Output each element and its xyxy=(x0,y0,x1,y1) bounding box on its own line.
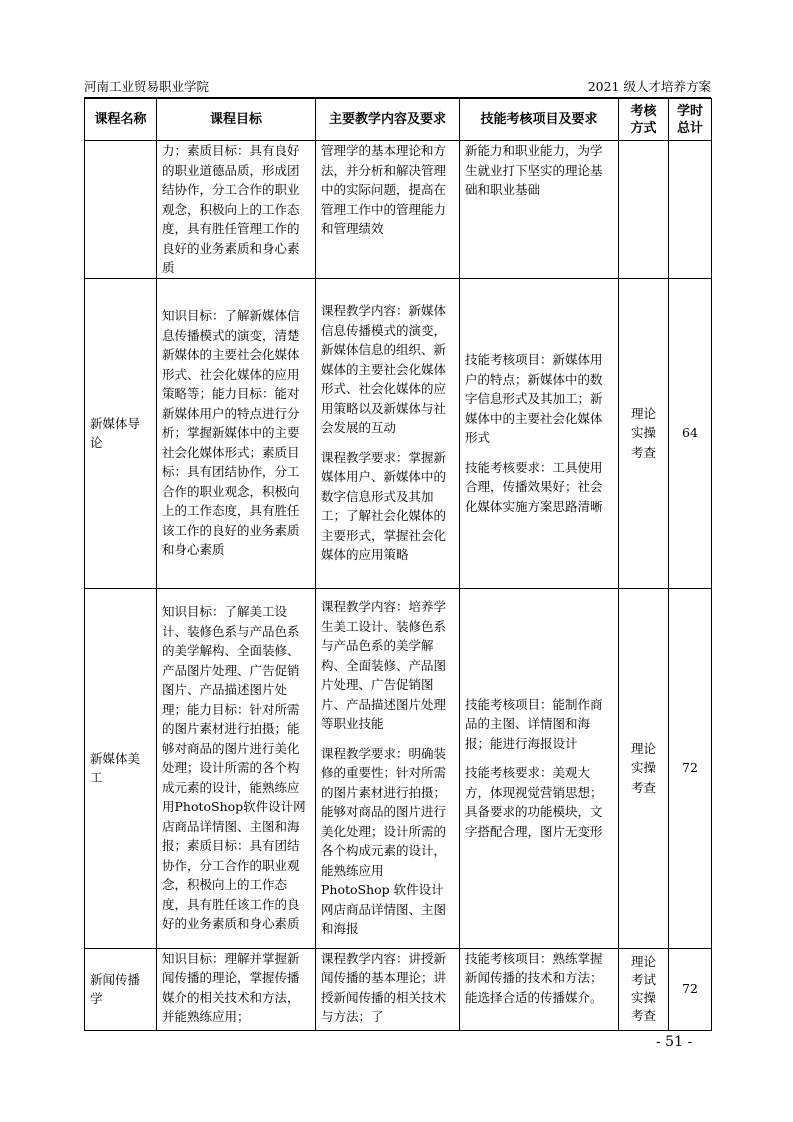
assessment-method-cell: 理论 实操 考查 xyxy=(619,588,669,948)
course-goal-text: 知识目标：了解美工设计、装修色系与产品色系的美学解构、全面装修、产品图片处理、广告促销图片、产品描述图片处理；能力目标：针对所需的图片素材进行拍摄；能够对商品的图片进行美化处理；设计所需的各个构成元素的设计，能熟练应用PhotoShop软件设计网店商品详情图、主图和海报；素质目标：具有团结协作，分工合作的职业观念，积极向上的工作态度，具有胜任该工作的良好的业务素质和身心素质 xyxy=(162,604,306,932)
teaching-content-text: 管理学的基本理论和方法，并分析和解决管理中的实际问题，提高在管理工作中的管理能力和管理绩效 xyxy=(321,143,447,236)
teaching-content-text: 课程教学内容：新媒体信息传播模式的演变，新媒体信息的组织、新媒体的主要社会化媒体形式、社会化媒体的应用策略以及新媒体与社会发展的互动 xyxy=(321,303,447,436)
course-goal-cell xyxy=(157,588,316,948)
skill-item-text: 新能力和职业能力，为学生就业打下坚实的理论基础和职业基础 xyxy=(465,143,603,197)
teaching-content-cell xyxy=(316,948,460,1030)
column-header: 课程目标 xyxy=(157,99,316,141)
skill-item-text: 技能考核项目：新媒体用户的特点；新媒体中的数字信息形式及其加工；新媒体中的主要社会化媒体形式 xyxy=(465,352,603,445)
teaching-requirement-text: 课程教学要求：掌握新媒体用户、新媒体中的数字信息形式及其加工；了解社会化媒体的主要形式，掌握社会化媒体的应用策略 xyxy=(321,449,447,563)
table-row xyxy=(85,278,712,588)
assessment-method-cell: 理论 实操 考查 xyxy=(619,278,669,588)
course-goal-text: 力；素质目标：具有良好的职业道德品质，形成团结协作，分工合作的职业观念，积极向上的工作态度，具有胜任管理工作的良好的业务素质和身心素质 xyxy=(162,143,300,275)
teaching-content-text: 课程教学内容：讲授新闻传播的基本理论；讲授新闻传播的相关技术与方法；了 xyxy=(321,950,447,1024)
assessment-method-cell xyxy=(619,141,669,279)
curriculum-table xyxy=(84,98,712,1031)
course-goal-text: 知识目标：了解新媒体信息传播模式的演变，清楚新媒体的主要社会化媒体形式、社会化媒体的应用策略等；能力目标：能对新媒体用户的特点进行分析；掌握新媒体中的主要社会化媒体形式；素质目标：具有团结协作，分工合作的职业观念，积极向上的工作态度，具有胜任该工作的良好的业务素质和身心素质 xyxy=(162,308,300,558)
teaching-content-cell xyxy=(316,588,460,948)
column-header: 主要教学内容及要求 xyxy=(316,99,460,141)
column-header: 技能考核项目及要求 xyxy=(460,99,619,141)
page-header xyxy=(84,77,711,98)
course-name-cell: 新媒体导论 xyxy=(85,278,157,588)
course-goal-cell xyxy=(157,278,316,588)
teaching-requirement-text: 课程教学要求：明确装修的重要性；针对所需的图片素材进行拍摄；能够对商品的图片进行美化处理；设计所需的各个构成元素的设计，能熟练应用 PhotoShop 软件设计网店商品详情图、主图和海报 xyxy=(321,745,447,937)
hours-cell: 64 xyxy=(669,278,712,588)
course-name-cell: 新媒体美工 xyxy=(85,588,157,948)
teaching-content-cell xyxy=(316,278,460,588)
skill-assessment-cell xyxy=(460,278,619,588)
skill-requirement-text: 技能考核要求：工具使用合理，传播效果好；社会化媒体实施方案思路清晰 xyxy=(465,459,603,514)
course-goal-cell xyxy=(157,141,316,279)
skill-assessment-cell xyxy=(460,141,619,279)
hours-cell: 72 xyxy=(669,588,712,948)
assessment-method-cell: 理论 考试 实操 考查 xyxy=(619,948,669,1030)
table-row xyxy=(85,588,712,948)
course-name-cell: 新闻传播学 xyxy=(85,948,157,1030)
column-header: 学时总计 xyxy=(669,99,712,141)
hours-cell: 72 xyxy=(669,948,712,1030)
document-title: 2021 级人才培养方案 xyxy=(587,79,711,94)
skill-assessment-cell xyxy=(460,588,619,948)
skill-item-text: 技能考核项目：能制作商品的主图、详情图和海报；能进行海报设计 xyxy=(465,696,603,751)
table-row xyxy=(85,948,712,1030)
hours-cell xyxy=(669,141,712,279)
course-goal-cell xyxy=(157,948,316,1030)
column-header: 课程名称 xyxy=(85,99,157,141)
teaching-content-text: 课程教学内容：培养学生美工设计、装修色系与产品色系的美学解构、全面装修、产品图片处理、广告促销图片、产品描述图片处理等职业技能 xyxy=(321,599,447,732)
skill-item-text: 技能考核项目：熟练掌握新闻传播的技术和方法；能选择合适的传播媒介。 xyxy=(465,950,603,1005)
page-number: - 51 - xyxy=(656,1034,693,1050)
skill-requirement-text: 技能考核要求：美观大方，体现视觉营销思想；具备要求的功能模块，文字搭配合理，图片无变形 xyxy=(465,765,603,839)
table-header-row xyxy=(85,99,712,141)
column-header: 考核方式 xyxy=(619,99,669,141)
teaching-content-cell xyxy=(316,141,460,279)
school-name: 河南工业贸易职业学院 xyxy=(84,79,210,94)
skill-assessment-cell xyxy=(460,948,619,1030)
course-name-cell xyxy=(85,141,157,279)
table-row xyxy=(85,141,712,279)
course-goal-text: 知识目标：理解并掌握新闻传播的理论，掌握传播媒介的相关技术和方法，并能熟练应用； xyxy=(162,950,300,1024)
